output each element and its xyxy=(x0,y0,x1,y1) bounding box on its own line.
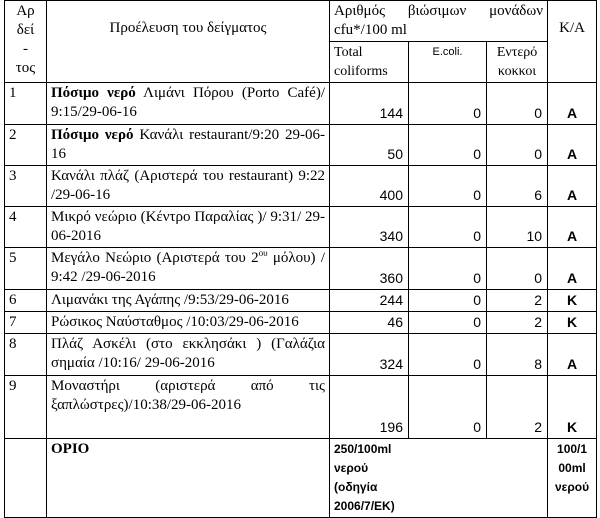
row-number: 7 xyxy=(5,312,47,334)
row-ecoli: 0 xyxy=(409,290,487,312)
row-entero: 8 xyxy=(487,334,548,376)
row-ecoli: 0 xyxy=(409,83,487,125)
header-number-line: Αρ xyxy=(16,3,35,19)
row-ka: A xyxy=(548,207,597,248)
row-number: 6 xyxy=(5,290,47,312)
table-row xyxy=(5,248,597,290)
header-ecoli: E.coli. xyxy=(409,42,487,83)
row-entero: 0 xyxy=(487,125,548,166)
header-count-line2: cfu*/100 ml xyxy=(334,22,407,38)
row-entero: 2 xyxy=(487,312,548,334)
row-ka: A xyxy=(548,83,597,125)
header-number xyxy=(5,1,47,83)
row-entero: 10 xyxy=(487,207,548,248)
row-ecoli: 0 xyxy=(409,312,487,334)
row-ka: A xyxy=(548,248,597,290)
row-source-superscript: ου xyxy=(258,248,268,258)
row-ecoli: 0 xyxy=(409,248,487,290)
row-coliforms: 244 xyxy=(330,290,409,312)
header-number-line: - xyxy=(23,41,28,57)
row-coliforms: 360 xyxy=(330,248,409,290)
row-source-text: Κανάλι restaurant/9:20 29-06-16 xyxy=(51,127,325,162)
limit-label: ΟΡΙΟ xyxy=(47,439,330,518)
limit-ka-line: 100/1 xyxy=(557,442,588,456)
row-number: 9 xyxy=(5,376,47,439)
header-coliforms: Total coliforms xyxy=(330,42,409,83)
limit-value-line: (οδηγία xyxy=(334,480,378,494)
row-ka: K xyxy=(548,312,597,334)
table-row xyxy=(5,312,597,334)
row-source: Κανάλι πλάζ (Αριστερά του restaurant) 9:22 /29-06-16 xyxy=(47,166,330,207)
row-ecoli: 0 xyxy=(409,334,487,376)
header-number-line: δεί xyxy=(16,22,35,38)
row-number: 1 xyxy=(5,83,47,125)
row-source-text: μόλου) / 9:42 /29-06-2016 xyxy=(51,250,325,285)
row-entero: 2 xyxy=(487,290,548,312)
row-ka: K xyxy=(548,290,597,312)
header-count-line1: Αριθμός βιώσιμων μονάδων xyxy=(334,3,544,19)
row-ka: A xyxy=(548,125,597,166)
row-ka: K xyxy=(548,376,597,439)
row-source: Μικρό νεώριο (Κέντρο Παραλίας )/ 9:31/ 29-06-2016 xyxy=(47,207,330,248)
row-coliforms: 144 xyxy=(330,83,409,125)
row-source-text: Μεγάλο Νεώριο (Αριστερά του 2 xyxy=(51,250,259,266)
table-row xyxy=(5,334,597,376)
row-ka: A xyxy=(548,334,597,376)
limit-value xyxy=(330,439,548,518)
row-source xyxy=(47,248,330,290)
table-row xyxy=(5,83,597,125)
row-coliforms: 46 xyxy=(330,312,409,334)
row-entero: 0 xyxy=(487,83,548,125)
row-source: Μοναστήρι (αριστερά από τις ξαπλώστρες)/10:38/29-06-2016 xyxy=(47,376,330,439)
row-entero: 2 xyxy=(487,376,548,439)
row-number: 5 xyxy=(5,248,47,290)
row-source-text: Λιμάνι Πόρου (Porto Café)/ 9:15/29-06-16 xyxy=(51,85,325,120)
header-entero: Εντερό κοκκοι xyxy=(487,42,548,83)
row-coliforms: 324 xyxy=(330,334,409,376)
row-ecoli: 0 xyxy=(409,207,487,248)
row-coliforms: 340 xyxy=(330,207,409,248)
row-source-bold: Πόσιμο νερό xyxy=(51,85,136,101)
header-count-title xyxy=(330,1,548,42)
table-row xyxy=(5,376,597,439)
limit-ka xyxy=(548,439,597,518)
header-row-1 xyxy=(5,1,597,42)
row-coliforms: 196 xyxy=(330,376,409,439)
row-coliforms: 50 xyxy=(330,125,409,166)
limit-value-line: 250/100ml xyxy=(334,442,392,456)
row-source: Ρώσικος Ναύσταθμος /10:03/29-06-2016 xyxy=(47,312,330,334)
row-ecoli: 0 xyxy=(409,125,487,166)
table-row xyxy=(5,207,597,248)
row-number: 2 xyxy=(5,125,47,166)
limit-ka-line: 00ml xyxy=(558,461,586,475)
row-coliforms: 400 xyxy=(330,166,409,207)
row-number: 8 xyxy=(5,334,47,376)
table-row xyxy=(5,166,597,207)
header-ka: Κ/Α xyxy=(548,1,597,83)
header-source: Προέλευση του δείγματος xyxy=(47,1,330,83)
limit-value-line: 2006/7/ΕΚ) xyxy=(334,499,395,513)
table-row xyxy=(5,290,597,312)
row-entero: 0 xyxy=(487,248,548,290)
limit-value-line: νερού xyxy=(334,461,369,475)
row-source xyxy=(47,125,330,166)
row-source: Πλάζ Ασκέλι (στο εκκλησάκι ) (Γαλάζια σημαία /10:16/ 29-06-2016 xyxy=(47,334,330,376)
row-ecoli: 0 xyxy=(409,166,487,207)
table-row xyxy=(5,125,597,166)
row-number: 3 xyxy=(5,166,47,207)
row-source xyxy=(47,83,330,125)
row-entero: 6 xyxy=(487,166,548,207)
limit-number-cell xyxy=(5,439,47,518)
row-source: Λιμανάκι της Αγάπης /9:53/29-06-2016 xyxy=(47,290,330,312)
water-quality-table xyxy=(4,0,597,518)
header-number-line: τος xyxy=(15,60,36,76)
row-ka: A xyxy=(548,166,597,207)
limit-row xyxy=(5,439,597,518)
row-number: 4 xyxy=(5,207,47,248)
row-ecoli: 0 xyxy=(409,376,487,439)
limit-ka-line: νερού xyxy=(554,480,590,494)
row-source-bold: Πόσιμο νερό xyxy=(51,127,134,143)
